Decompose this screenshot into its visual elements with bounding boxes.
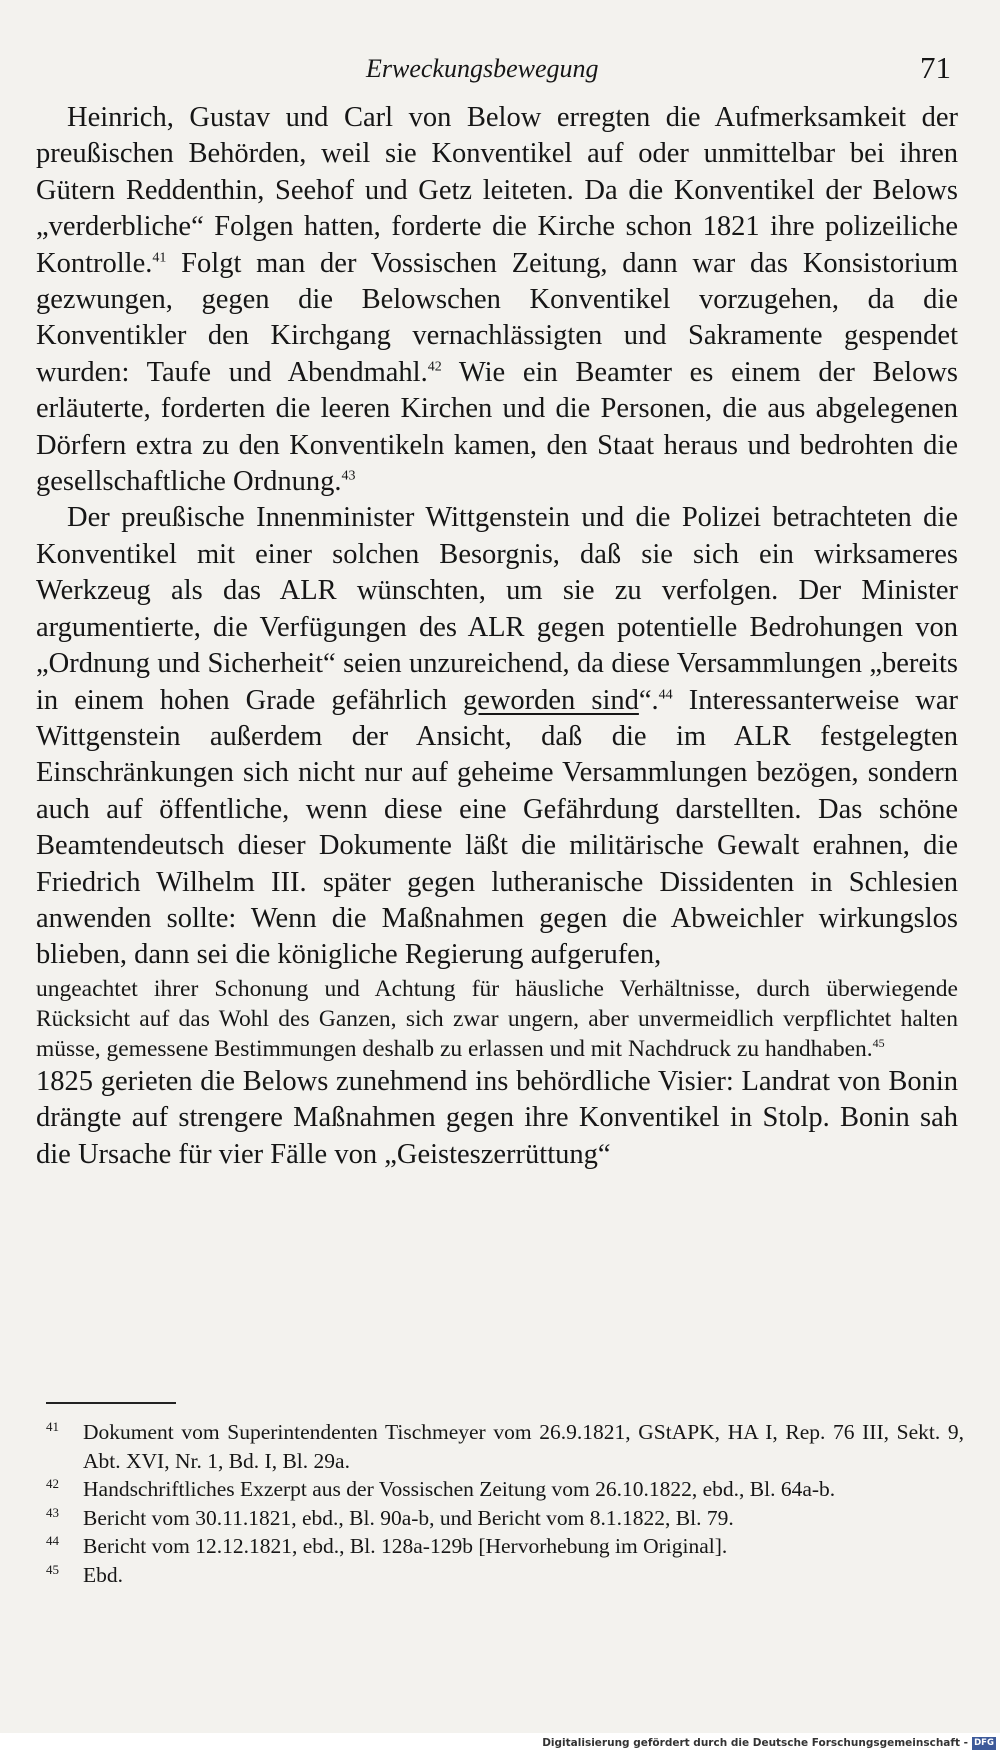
footnote bbox=[46, 1504, 964, 1533]
block-quote bbox=[36, 974, 958, 1064]
page-header bbox=[0, 50, 1000, 92]
footnotes bbox=[46, 1418, 964, 1589]
body-text bbox=[36, 100, 958, 1173]
block-quote-text: ungeachtet ihrer Schonung und Achtung für häusliche Verhältnisse, durch überwiegende Rücksicht auf das Wohl des Ganzen, sich zwar ungern, aber unvermeidlich verpflichtet halten müsse, gemessene Bestimmungen deshalb zu erlassen und mit Nachdruck zu handhaben. bbox=[36, 975, 958, 1062]
paragraph-1 bbox=[36, 100, 958, 500]
footnote-text: Handschriftliches Exzerpt aus der Vossischen Zeitung vom 26.10.1822, ebd., Bl. 64a-b. bbox=[83, 1477, 836, 1501]
footnote-divider bbox=[46, 1402, 176, 1404]
paragraph-2-text-b: “. bbox=[638, 684, 659, 716]
footnote-ref-42: 42 bbox=[427, 359, 442, 375]
footnote-number: 45 bbox=[46, 1561, 59, 1577]
paragraph-2 bbox=[36, 500, 958, 973]
footnote-text: Bericht vom 30.11.1821, ebd., Bl. 90a-b, und Bericht vom 8.1.1822, Bl. 79. bbox=[83, 1505, 734, 1530]
dfg-funding-bar bbox=[0, 1733, 1000, 1755]
paragraph-2-text-c: Interessanterweise war Wittgenstein außerdem der Ansicht, daß die im ALR festgelegten Einschränkungen sich nicht nur auf geheime Versammlungen bezögen, sondern auch auf öffentliche, wenn diese eine Gefährdung darstellten. Das schöne Beamtendeutsch dieser Dokumente läßt die militärische Gewalt erahnen, die Friedrich Wilhelm III. später gegen lutheranische Dissidenten in Schlesien anwenden sollte: Wenn die Maßnahmen gegen die Abweichler wirkungslos blieben, dann sei die königliche Regierung aufgerufen, bbox=[36, 684, 959, 971]
footnote-text: Dokument vom Superintendenten Tischmeyer vom 26.9.1821, GStAPK, HA I, Rep. 76 III, Sekt. 9, Abt. XVI, Nr. 1, Bd. I, Bl. 29a. bbox=[83, 1420, 964, 1473]
dfg-logo-icon: DFG bbox=[972, 1737, 996, 1750]
page-number: 71 bbox=[920, 50, 951, 85]
footnote-text: Bericht vom 12.12.1821, ebd., Bl. 128a-129b [Hervorhebung im Original]. bbox=[83, 1534, 728, 1558]
footnote bbox=[46, 1561, 964, 1590]
footnote-number: 42 bbox=[46, 1476, 59, 1491]
running-title: Erweckungsbewegung bbox=[366, 54, 599, 83]
paragraph-3: 1825 gerieten die Belows zunehmend ins behördliche Visier: Landrat von Bonin drängte auf strengere Maßnahmen gegen ihre Konventikel in Stolp. Bonin sah die Ursache für vier Fälle von „Geisteszerrüttung“ bbox=[36, 1065, 958, 1170]
footnote bbox=[46, 1532, 964, 1561]
footnote-text: Ebd. bbox=[83, 1562, 124, 1587]
paragraph-1-text-a: Heinrich, Gustav und Carl von Below erregten die Aufmerksamkeit der preußischen Behörden, weil sie Konventikel auf oder unmittelbar bei ihren Gütern Reddenthin, Seehof und Getz leiteten. Da die Konventikel der Belows „verderbliche“ Folgen hatten, forderte die Kirche schon 1821 ihre polizeiliche Kontrolle. bbox=[36, 102, 958, 279]
funding-note: Digitalisierung gefördert durch die Deutsche Forschungsgemeinschaft - bbox=[542, 1737, 968, 1749]
footnote bbox=[46, 1475, 964, 1504]
underlined-phrase: geworden sind bbox=[462, 684, 639, 716]
footnote-ref-44: 44 bbox=[658, 687, 673, 702]
footnote-ref-43: 43 bbox=[341, 468, 356, 484]
footnote-ref-41: 41 bbox=[152, 250, 167, 266]
footnote-number: 44 bbox=[46, 1533, 59, 1548]
footnote-ref-45: 45 bbox=[872, 1035, 885, 1050]
paragraph-1-text-b: Folgt man der Vossischen Zeitung, dann war das Konsistorium gezwungen, gegen die Belowschen Konventikel vorzugehen, da die Konventikler den Kirchgang vernachlässigten und Sakramente gespendet wurden: Taufe und Abendmahl. bbox=[36, 247, 958, 388]
footnote-number: 43 bbox=[46, 1504, 59, 1520]
footnote bbox=[46, 1418, 964, 1475]
paragraph-2-text-a: Der preußische Innenminister Wittgenstein und die Polizei betrachteten die Konventikel mit einer solchen Besorgnis, daß sie sich ein wirksameres Werkzeug als das ALR wünschten, um sie zu verfolgen. Der Minister argumentierte, die Verfügungen des ALR gegen potentielle Bedrohungen von „Ordnung und Sicherheit“ seien unzureichend, da diese Versammlungen „bereits in einem hohen Grade gefährlich bbox=[36, 502, 958, 716]
paragraph-1-text-c: Wie ein Beamter es einem der Belows erläuterte, forderten die leeren Kirchen und die Personen, die aus abgelegenen Dörfern extra zu den Konventikeln kamen, den Staat heraus und bedrohten die gesellschaftliche Ordnung. bbox=[36, 356, 959, 498]
footnote-number: 41 bbox=[46, 1419, 59, 1434]
